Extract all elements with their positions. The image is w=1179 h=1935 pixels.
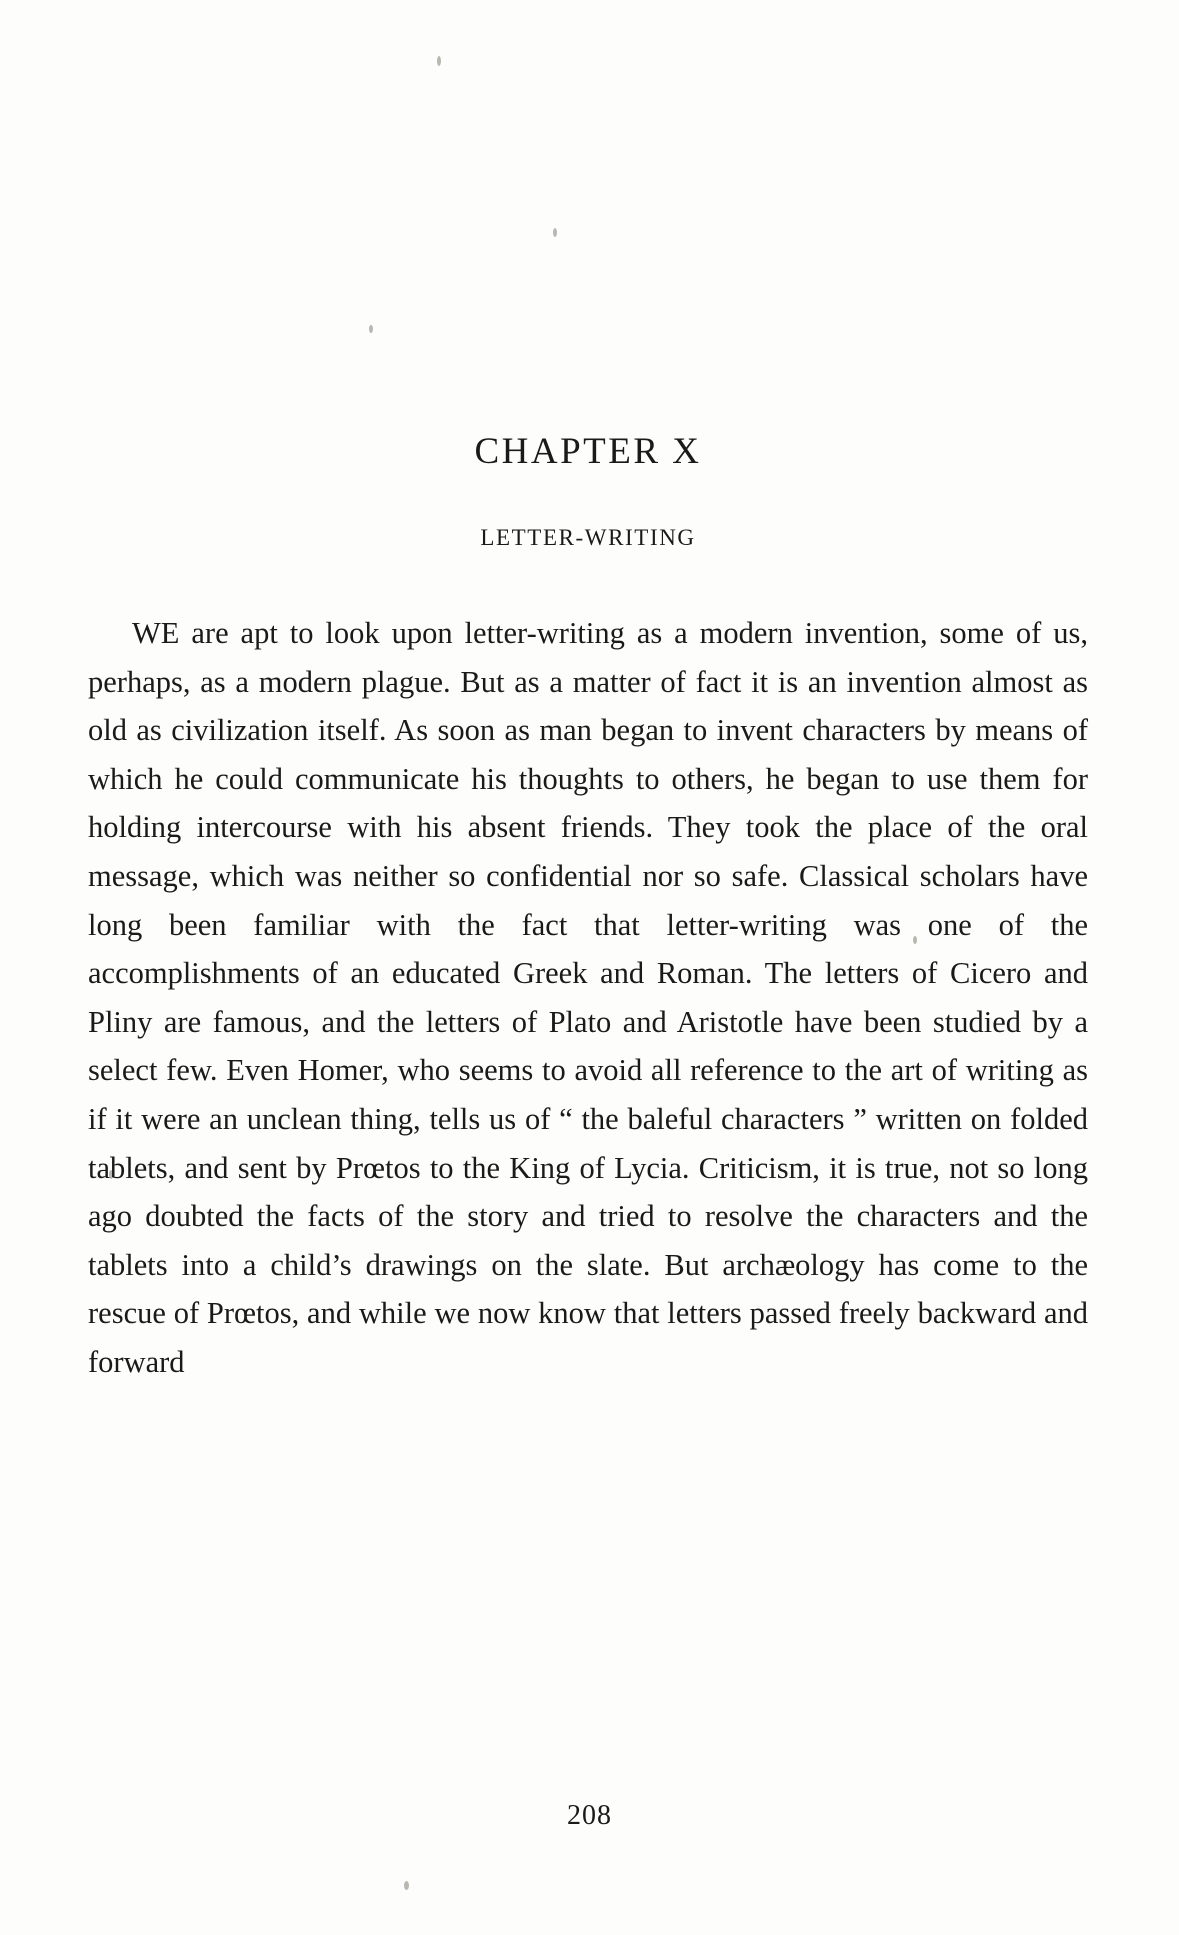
chapter-title: CHAPTER X xyxy=(474,431,702,472)
paper-speck xyxy=(437,56,441,66)
chapter-subtitle: LETTER-WRITING xyxy=(480,525,696,550)
body-paragraph xyxy=(88,609,1088,1387)
paper-speck xyxy=(404,1881,409,1890)
paper-speck xyxy=(369,325,373,333)
page-number: 208 xyxy=(567,1800,612,1831)
page-content xyxy=(88,430,1088,1387)
body-text-remainder: are apt to look upon letter-writing as a modern invention, some of us, perhaps, as a modern plague. But as a matter of fact it is an invention almost as old as civilization itself. As soon as man began to invent characters by means of which he could communicate his thoughts to others, he began to use them for holding intercourse with his absent friends. They took the place of the oral message, which was neither so confidential nor so safe. Classical scholars have long been familiar with the fact that letter-writing was one of the accomplishments of an educated Greek and Roman. The letters of Cicero and Pliny are famous, and the letters of Plato and Aristotle have been studied by a select few. Even Homer, who seems to avoid all reference to the art of writing as if it were an unclean thing, tells us of “ the baleful characters ” written on folded tablets, and sent by Prœtos to the King of Lycia. Criticism, it is true, not so long ago doubted the facts of the story and tried to resolve the characters and the tablets into a child’s drawings on the slate. But archæology has come to the rescue of Prœtos, and while we now know that letters passed freely backward and forward xyxy=(88,616,1088,1379)
opening-smallcaps: WE xyxy=(132,616,180,650)
paper-speck xyxy=(553,228,557,237)
